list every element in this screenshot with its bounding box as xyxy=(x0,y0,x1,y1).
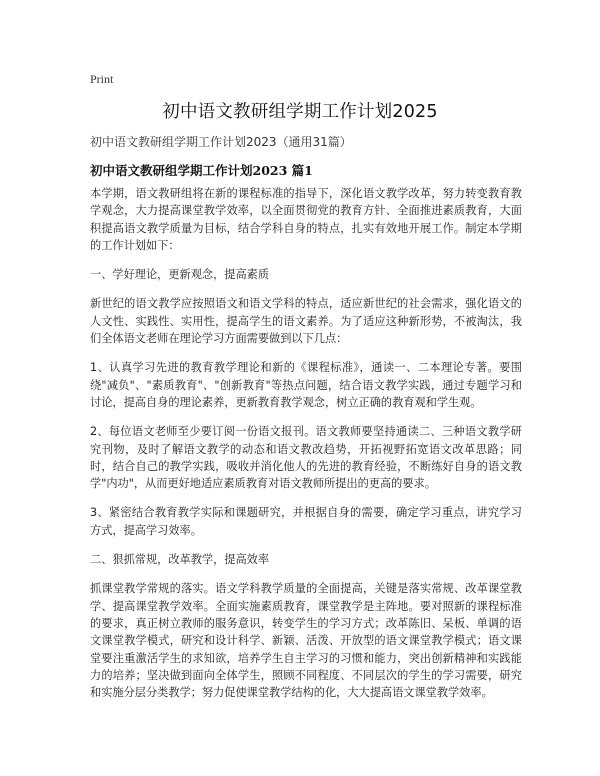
part-one-intro-paragraph: 新世纪的语文教学应按照语文和语文学科的特点，适应新世纪的社会需求，强化语文的人文性、实践性、实用性，提高学生的语文素养。为了适应这种新形势，不被淘汰，我们全体语文老师在理论学习方面需要做到以下几点： xyxy=(90,297,522,346)
intro-paragraph: 本学期，语文教研组将在新的课程标准的指导下，深化语文教学改革，努力转变教育教学观念，大力提高课堂教学效率，以全面贯彻党的教育方针、全面推进素质教育，大面积提高语文教学质量为目标，结合学科自身的特点，扎实有效地开展工作。制定本学期的工作计划如下： xyxy=(90,187,522,252)
print-link[interactable]: Print xyxy=(90,72,114,86)
document-subtitle: 初中语文教研组学期工作计划2023（通用31篇） xyxy=(90,135,352,149)
section-heading: 初中语文教研组学期工作计划2023 篇1 xyxy=(90,163,313,178)
part-one-item-2: 2、每位语文老师至少要订阅一份语文报刊。语文教师要坚持通读二、三种语文教学研究刊物，及时了解语文教学的动态和语文教改趋势，开拓视野拓宽语文改革思路；同时，结合自己的教学实践，吸收并消化他人的先进的教育经验，不断练好自身的语文教学"内功"，从而更好地适应素质教育对语文教师所提出的更高的要求。 xyxy=(90,425,522,491)
part-one-item-1: 1、认真学习先进的教育教学理论和新的《课程标准》，通读一、二本理论专著。要围绕"减负"、"素质教育"、"创新教育"等热点问题，结合语文教学实践，通过专题学习和讨论，提高自身的理论素养，更新教育教学观念，树立正确的教育观和学生观。 xyxy=(90,361,522,409)
document-body xyxy=(90,185,522,713)
part-two-paragraph: 抓课堂教学常规的落实。语文学科教学质量的全面提高，关键是落实常规、改革课堂教学、提高课堂教学效率。全面实施素质教育，课堂教学是主阵地。要对照新的课程标准的要求，真正树立教师的服务意识，转变学生的学习方式；改革陈旧、呆板、单调的语文课堂教学模式，研究和设计科学、新颖、活泼、开放型的语文课堂教学模式；语文课堂要注重激活学生的求知欲，培养学生自主学习的习惯和能力，突出创新精神和实践能力的培养；坚决做到面向全体学生，照顾不同程度、不同层次的学生的学习需要，研究和实施分层分类教学；努力促使课堂教学结构的化，大大提高语文课堂教学效率。 xyxy=(90,582,522,700)
part-one-heading: 一、学好理论，更新观念，提高素质 xyxy=(90,268,270,282)
document-title: 初中语文教研组学期工作计划2025 xyxy=(162,102,438,122)
part-two-heading: 二、狠抓常规，改革教学，提高效率 xyxy=(90,553,270,567)
part-one-item-3: 3、紧密结合教育教学实际和课题研究，并根据自身的需要，确定学习重点，讲究学习方式，提高学习效率。 xyxy=(90,506,522,537)
